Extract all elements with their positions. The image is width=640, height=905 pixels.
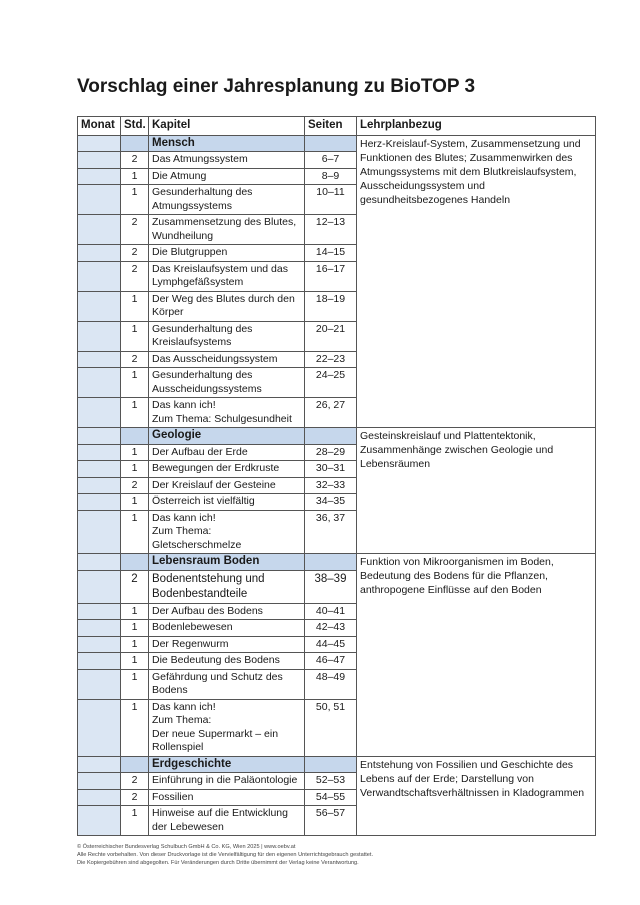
chapter-line: Die Atmung: [152, 169, 207, 182]
month-cell: [78, 603, 121, 620]
chapter-cell: [149, 699, 305, 756]
chapter-cell: [149, 789, 305, 806]
lehrplanbezug-cell: Entstehung von Fossilien und Geschichte des Lebens auf der Erde; Darstellung von Verwandtschaftsverhältnissen in Kladogrammen: [357, 756, 596, 836]
chapter-line: Das Kreislaufsystem und das Lymphgefäßsystem: [152, 262, 288, 288]
chapter-cell: [149, 461, 305, 478]
chapter-cell: [149, 510, 305, 554]
month-cell: [78, 245, 121, 262]
pages-cell: 50, 51: [305, 699, 357, 756]
chapter-line: Der Aufbau der Erde: [152, 445, 248, 458]
table-body: [78, 135, 596, 836]
section-seiten-cell: [305, 135, 357, 152]
section-std-cell: [121, 554, 149, 571]
header-monat: Monat: [78, 117, 121, 136]
hours-cell: 2: [121, 152, 149, 169]
chapter-line: Gesunderhaltung des Ausscheidungssystems: [152, 369, 262, 395]
chapter-line: Das Ausscheidungssystem: [152, 352, 278, 365]
month-cell: [78, 494, 121, 511]
month-cell: [78, 756, 121, 773]
pages-cell: 6–7: [305, 152, 357, 169]
chapter-line: Einführung in die Paläontologie: [152, 774, 298, 786]
section-row: [78, 428, 596, 445]
section-std-cell: [121, 756, 149, 773]
section-std-cell: [121, 135, 149, 152]
chapter-line: Der Kreislauf der Gesteine: [152, 478, 276, 491]
chapter-line: Das kann ich!: [152, 511, 216, 524]
chapter-cell: [149, 398, 305, 428]
chapter-cell: [149, 368, 305, 398]
lehrplanbezug-cell: Gesteinskreislauf und Plattentektonik, Zusammenhänge zwischen Geologie und Lebensräumen: [357, 428, 596, 554]
month-cell: [78, 261, 121, 291]
hours-cell: 1: [121, 168, 149, 185]
chapter-cell: [149, 653, 305, 670]
month-cell: [78, 620, 121, 637]
pages-cell: 40–41: [305, 603, 357, 620]
header-kapitel: Kapitel: [149, 117, 305, 136]
month-cell: [78, 477, 121, 494]
pages-cell: 34–35: [305, 494, 357, 511]
chapter-cell: [149, 261, 305, 291]
hours-cell: 2: [121, 351, 149, 368]
pages-cell: 16–17: [305, 261, 357, 291]
section-seiten-cell: [305, 756, 357, 773]
month-cell: [78, 636, 121, 653]
hours-cell: 2: [121, 773, 149, 790]
month-cell: [78, 510, 121, 554]
header-seiten: Seiten: [305, 117, 357, 136]
month-cell: [78, 428, 121, 445]
pages-cell: 38–39: [305, 570, 357, 603]
month-cell: [78, 669, 121, 699]
chapter-line: Österreich ist vielfältig: [152, 495, 255, 507]
hours-cell: 1: [121, 636, 149, 653]
section-std-cell: [121, 428, 149, 445]
hours-cell: 1: [121, 510, 149, 554]
chapter-line: Zusammensetzung des Blutes, Wundheilung: [152, 216, 297, 242]
hours-cell: 1: [121, 368, 149, 398]
month-cell: [78, 398, 121, 428]
lehrplanbezug-cell: Herz-Kreislauf-System, Zusammensetzung und Funktionen des Blutes; Zusammenwirken des Atmungssystems mit dem Blutkreislaufsystem, Ausscheidungssystem und gesundheitsbezogenes Handeln: [357, 135, 596, 428]
month-cell: [78, 368, 121, 398]
chapter-cell: [149, 215, 305, 245]
month-cell: [78, 653, 121, 670]
footer-line: Alle Rechte vorbehalten. Von dieser Druckvorlage ist die Vervielfältigung für den eigenen Unterrichtsgebrauch gestattet.: [77, 852, 374, 858]
section-row: [78, 756, 596, 773]
hours-cell: 1: [121, 653, 149, 670]
chapter-line: Der neue Supermarkt – ein Rollenspiel: [152, 727, 279, 753]
hours-cell: 1: [121, 398, 149, 428]
month-cell: [78, 554, 121, 571]
chapter-cell: [149, 669, 305, 699]
footer-line: Die Kopiergebühren sind abgegolten. Für Veränderungen durch Dritte übernimmt der Verlag keine Verantwortung.: [77, 860, 359, 866]
month-cell: [78, 806, 121, 836]
pages-cell: 32–33: [305, 477, 357, 494]
copyright-footer: [77, 843, 597, 867]
hours-cell: 2: [121, 570, 149, 603]
chapter-line: Das Atmungssystem: [152, 153, 248, 165]
pages-cell: 48–49: [305, 669, 357, 699]
chapter-line: Gefährdung und Schutz des Bodens: [152, 670, 283, 696]
section-title: Erdgeschichte: [149, 756, 305, 773]
chapter-line: Das kann ich!: [152, 700, 216, 713]
month-cell: [78, 215, 121, 245]
pages-cell: 42–43: [305, 620, 357, 637]
chapter-line: Zum Thema:: [152, 714, 212, 726]
page-title: Vorschlag einer Jahresplanung zu BioTOP 3: [77, 76, 476, 97]
chapter-cell: [149, 773, 305, 790]
pages-cell: 28–29: [305, 444, 357, 461]
chapter-line: Die Bedeutung des Bodens: [152, 654, 280, 666]
section-row: [78, 135, 596, 152]
chapter-cell: [149, 444, 305, 461]
pages-cell: 56–57: [305, 806, 357, 836]
pages-cell: 20–21: [305, 321, 357, 351]
chapter-cell: [149, 620, 305, 637]
section-title: Mensch: [149, 135, 305, 152]
pages-cell: 26, 27: [305, 398, 357, 428]
chapter-cell: [149, 494, 305, 511]
chapter-cell: [149, 570, 305, 603]
hours-cell: 2: [121, 477, 149, 494]
chapter-cell: [149, 321, 305, 351]
pages-cell: 52–53: [305, 773, 357, 790]
chapter-line: Das kann ich!: [152, 399, 216, 411]
pages-cell: 44–45: [305, 636, 357, 653]
hours-cell: 1: [121, 669, 149, 699]
chapter-cell: [149, 351, 305, 368]
month-cell: [78, 461, 121, 478]
chapter-line: Bewegungen der Erdkruste: [152, 462, 280, 474]
chapter-line: Der Weg des Blutes durch den Körper: [152, 292, 295, 318]
month-cell: [78, 699, 121, 756]
chapter-line: Zum Thema: Gletscherschmelze: [152, 525, 242, 551]
chapter-line: Bodenlebewesen: [152, 621, 233, 633]
pages-cell: 12–13: [305, 215, 357, 245]
chapter-line: Gesunderhaltung des Atmungssystems: [152, 186, 253, 212]
chapter-cell: [149, 603, 305, 620]
lehrplanbezug-cell: Funktion von Mikroorganismen im Boden, Bedeutung des Bodens für die Pflanzen, anthropogene Einflüsse auf den Boden: [357, 554, 596, 757]
month-cell: [78, 152, 121, 169]
chapter-cell: [149, 291, 305, 321]
month-cell: [78, 135, 121, 152]
hours-cell: 1: [121, 603, 149, 620]
pages-cell: 36, 37: [305, 510, 357, 554]
hours-cell: 1: [121, 461, 149, 478]
chapter-line: Gesunderhaltung des Kreislaufsystems: [152, 322, 253, 348]
chapter-cell: [149, 168, 305, 185]
pages-cell: 46–47: [305, 653, 357, 670]
hours-cell: 2: [121, 215, 149, 245]
hours-cell: 1: [121, 699, 149, 756]
hours-cell: 1: [121, 620, 149, 637]
chapter-cell: [149, 245, 305, 262]
chapter-line: Die Blutgruppen: [152, 246, 228, 258]
table-header-row: [78, 117, 596, 136]
year-plan-table: [77, 116, 596, 836]
month-cell: [78, 444, 121, 461]
month-cell: [78, 291, 121, 321]
header-lehrplanbezug: Lehrplanbezug: [357, 117, 596, 136]
section-title: Geologie: [149, 428, 305, 445]
chapter-line: Fossilien: [152, 790, 194, 803]
month-cell: [78, 321, 121, 351]
chapter-cell: [149, 636, 305, 653]
hours-cell: 1: [121, 321, 149, 351]
chapter-cell: [149, 477, 305, 494]
month-cell: [78, 789, 121, 806]
pages-cell: 18–19: [305, 291, 357, 321]
pages-cell: 24–25: [305, 368, 357, 398]
pages-cell: 54–55: [305, 789, 357, 806]
pages-cell: 22–23: [305, 351, 357, 368]
hours-cell: 2: [121, 789, 149, 806]
month-cell: [78, 168, 121, 185]
hours-cell: 1: [121, 494, 149, 511]
chapter-line: Bodenentstehung und Bodenbestandteile: [152, 572, 265, 600]
pages-cell: 30–31: [305, 461, 357, 478]
hours-cell: 1: [121, 806, 149, 836]
chapter-cell: [149, 806, 305, 836]
month-cell: [78, 351, 121, 368]
pages-cell: 10–11: [305, 185, 357, 215]
chapter-line: Der Regenwurm: [152, 637, 229, 650]
section-seiten-cell: [305, 428, 357, 445]
section-title: Lebensraum Boden: [149, 554, 305, 571]
month-cell: [78, 773, 121, 790]
pages-cell: 14–15: [305, 245, 357, 262]
chapter-line: Zum Thema: Schulgesundheit: [152, 412, 292, 425]
month-cell: [78, 570, 121, 603]
hours-cell: 2: [121, 261, 149, 291]
pages-cell: 8–9: [305, 168, 357, 185]
chapter-cell: [149, 152, 305, 169]
hours-cell: 1: [121, 444, 149, 461]
chapter-cell: [149, 185, 305, 215]
chapter-line: Hinweise auf die Entwicklung der Lebewesen: [152, 807, 288, 833]
hours-cell: 2: [121, 245, 149, 262]
footer-line: © Österreichischer Bundesverlag Schulbuch GmbH & Co. KG, Wien 2025 | www.oebv.at: [77, 844, 296, 850]
month-cell: [78, 185, 121, 215]
section-row: [78, 554, 596, 571]
section-seiten-cell: [305, 554, 357, 571]
chapter-line: Der Aufbau des Bodens: [152, 604, 263, 617]
hours-cell: 1: [121, 185, 149, 215]
hours-cell: 1: [121, 291, 149, 321]
header-std: Std.: [121, 117, 149, 136]
